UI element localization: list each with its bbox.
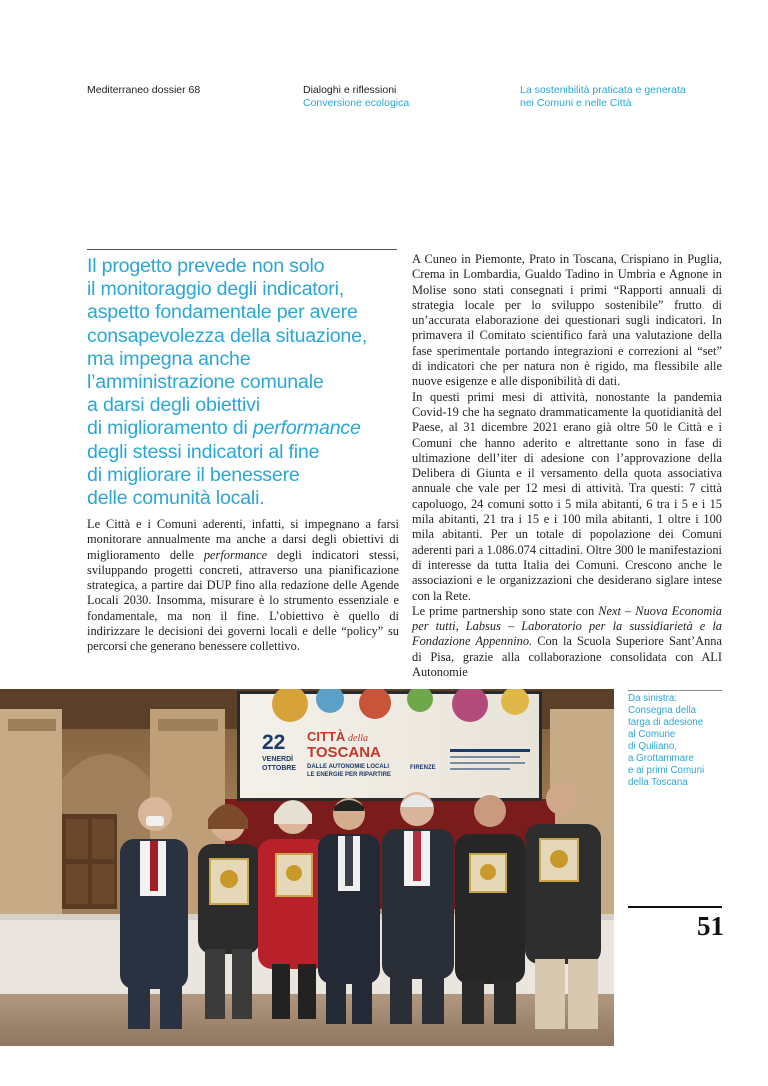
banner-subtitle-2: LE ENERGIE PER RIPARTIRE — [307, 772, 391, 778]
body-column-right — [412, 252, 722, 680]
event-photo — [0, 689, 614, 1046]
pull-quote-line: di migliorare il benessere — [87, 463, 300, 486]
banner-title-della: della — [348, 733, 368, 744]
body-emphasis: Next – Nuova Economia per tutti, Labsus – Laboratorio per la sussidiarietà e la Fondazione Appennino. — [412, 603, 722, 649]
topic-line-1: La sostenibilità praticata e generata — [520, 84, 686, 96]
body-text: Le Città e i Comuni aderenti, infatti, si impegnano a farsi monitorare annualmente ma anche a darsi degli obiettivi di miglioramento delle — [87, 517, 399, 562]
caption-line: a Grottammare — [628, 753, 694, 764]
subsection-title: Conversione ecologica — [303, 97, 410, 109]
pull-quote-line-text: di miglioramento di — [87, 417, 253, 440]
body-emphasis: performance — [203, 547, 268, 562]
body-text: degli indicatori stessi, sviluppando progetti concreti, attraverso una pianificazione strategica, a partire dai DUP fino alla redazione delle Agende Locali 2030. Insomma, misurare è lo strumento essenziale e fondamentale, ma non il fine. L’obiettivo è quello di indirizzare le decisioni dei governi locali e delle “policy” su percorsi che generano benessere collettivo. — [87, 547, 400, 654]
section-title: Dialoghi e riflessioni — [303, 84, 397, 96]
photo-caption — [628, 693, 723, 789]
body-text: Con la Scuola Superiore Sant’Anna di Pisa, grazie alla collaborazione consolidata con ALI Autonomie — [412, 634, 722, 680]
running-header-section — [303, 84, 409, 110]
caption-line: di Quiliano, — [628, 741, 678, 752]
pull-quote-line: degli stessi indicatori al fine — [87, 440, 320, 463]
banner-subtitle-1: DALLE AUTONOMIE LOCALI — [307, 764, 389, 770]
body-paragraph: A Cuneo in Piemonte, Prato in Toscana, Crispiano in Puglia, Crema in Lombardia, Gualdo Tadino in Umbria e Agnone in Molise sono stati consegnati i primi “Rapporti annuali di strategia locale per lo sviluppo sostenibile” frutto di un’accurata elaborazione dei questionari sugli indicatori. In primavera il Comitato scientifico farà una valutazione della fase sperimentale portando integrazioni e correzioni al “set” di indicatori che per natura non è rigido, ma flessibile alle nuove esigenze e alle disponibilità di dati. — [412, 252, 722, 389]
page-number-rule — [628, 906, 722, 908]
banner-city: FIRENZE — [410, 765, 436, 771]
pull-quote-line — [87, 417, 402, 440]
pull-quote-line: a darsi degli obiettivi — [87, 394, 260, 417]
body-column-left — [87, 517, 399, 655]
pull-quote-line: Il progetto prevede non solo — [87, 255, 325, 277]
banner-title-city: CITTÀ — [307, 729, 346, 744]
pull-quote-line: consapevolezza della situazione, — [87, 324, 368, 347]
body-paragraph: In questi primi mesi di attività, nonostante la pandemia Covid-19 che ha segnato drammaticamente la quotidianità del Paese, al 31 dicembre 2021 erano già oltre 50 le Città e i Comuni che hanno aderito e altrettante sono in fase di ultimazione dell’iter di adesione con l’approvazione della Delibera di Giunta e il versamento della quota associativa annuale che vale per 12 mesi di attività. Tra questi: 7 città capoluogo, 24 comuni sotto i 5 mila abitanti, 6 tra i 5 e i 15 mila abitanti, 21 tra i 15 e i 100 mila abitanti, 1 oltre i 100 mila abitanti. Per un totale di popolazione dei Comuni aderenti pari a 1.086.074 cittadini. Oltre 300 le manifestazioni di interesse da tutta Italia dei Comuni. Crescono anche le associazioni e le organizzazioni che desiderano siglare intese con la Rete. — [412, 389, 722, 603]
page-number: 51 — [697, 911, 724, 941]
caption-line: targa di adesione — [628, 717, 704, 728]
pull-quote-line: delle comunità locali. — [87, 487, 265, 510]
running-header-topic — [520, 84, 686, 110]
pull-quote-line: il monitoraggio degli indicatori, — [87, 278, 344, 301]
body-paragraph — [412, 604, 722, 680]
caption-rule — [628, 690, 722, 691]
banner-month: OTTOBRE — [262, 765, 297, 772]
pull-quote — [87, 255, 402, 510]
caption-line: Da sinistra: — [628, 693, 677, 704]
pull-quote-rule — [87, 249, 397, 250]
pull-quote-line: l’amministrazione comunale — [87, 371, 324, 394]
caption-line: della Toscana — [628, 777, 688, 788]
event-photo-illustration — [0, 689, 614, 1046]
body-text: Le prime partnership sono state con — [412, 603, 599, 618]
topic-line-2: nei Comuni e nelle Città — [520, 97, 632, 109]
banner-title-toscana: TOSCANA — [307, 744, 381, 761]
pull-quote-line: ma impegna anche — [87, 347, 251, 370]
pull-quote-emphasis: performance — [252, 417, 361, 440]
caption-line: al Comune — [628, 729, 676, 740]
running-header-publication — [87, 84, 200, 97]
publication-title: Mediterraneo dossier 68 — [87, 84, 201, 96]
banner-day: 22 — [262, 731, 286, 754]
banner-day-name: VENERDÌ — [262, 756, 294, 763]
pull-quote-line: aspetto fondamentale per avere — [87, 301, 358, 324]
caption-line: e ai primi Comuni — [628, 765, 705, 776]
caption-line: Consegna della — [628, 705, 697, 716]
body-paragraph — [87, 517, 399, 655]
